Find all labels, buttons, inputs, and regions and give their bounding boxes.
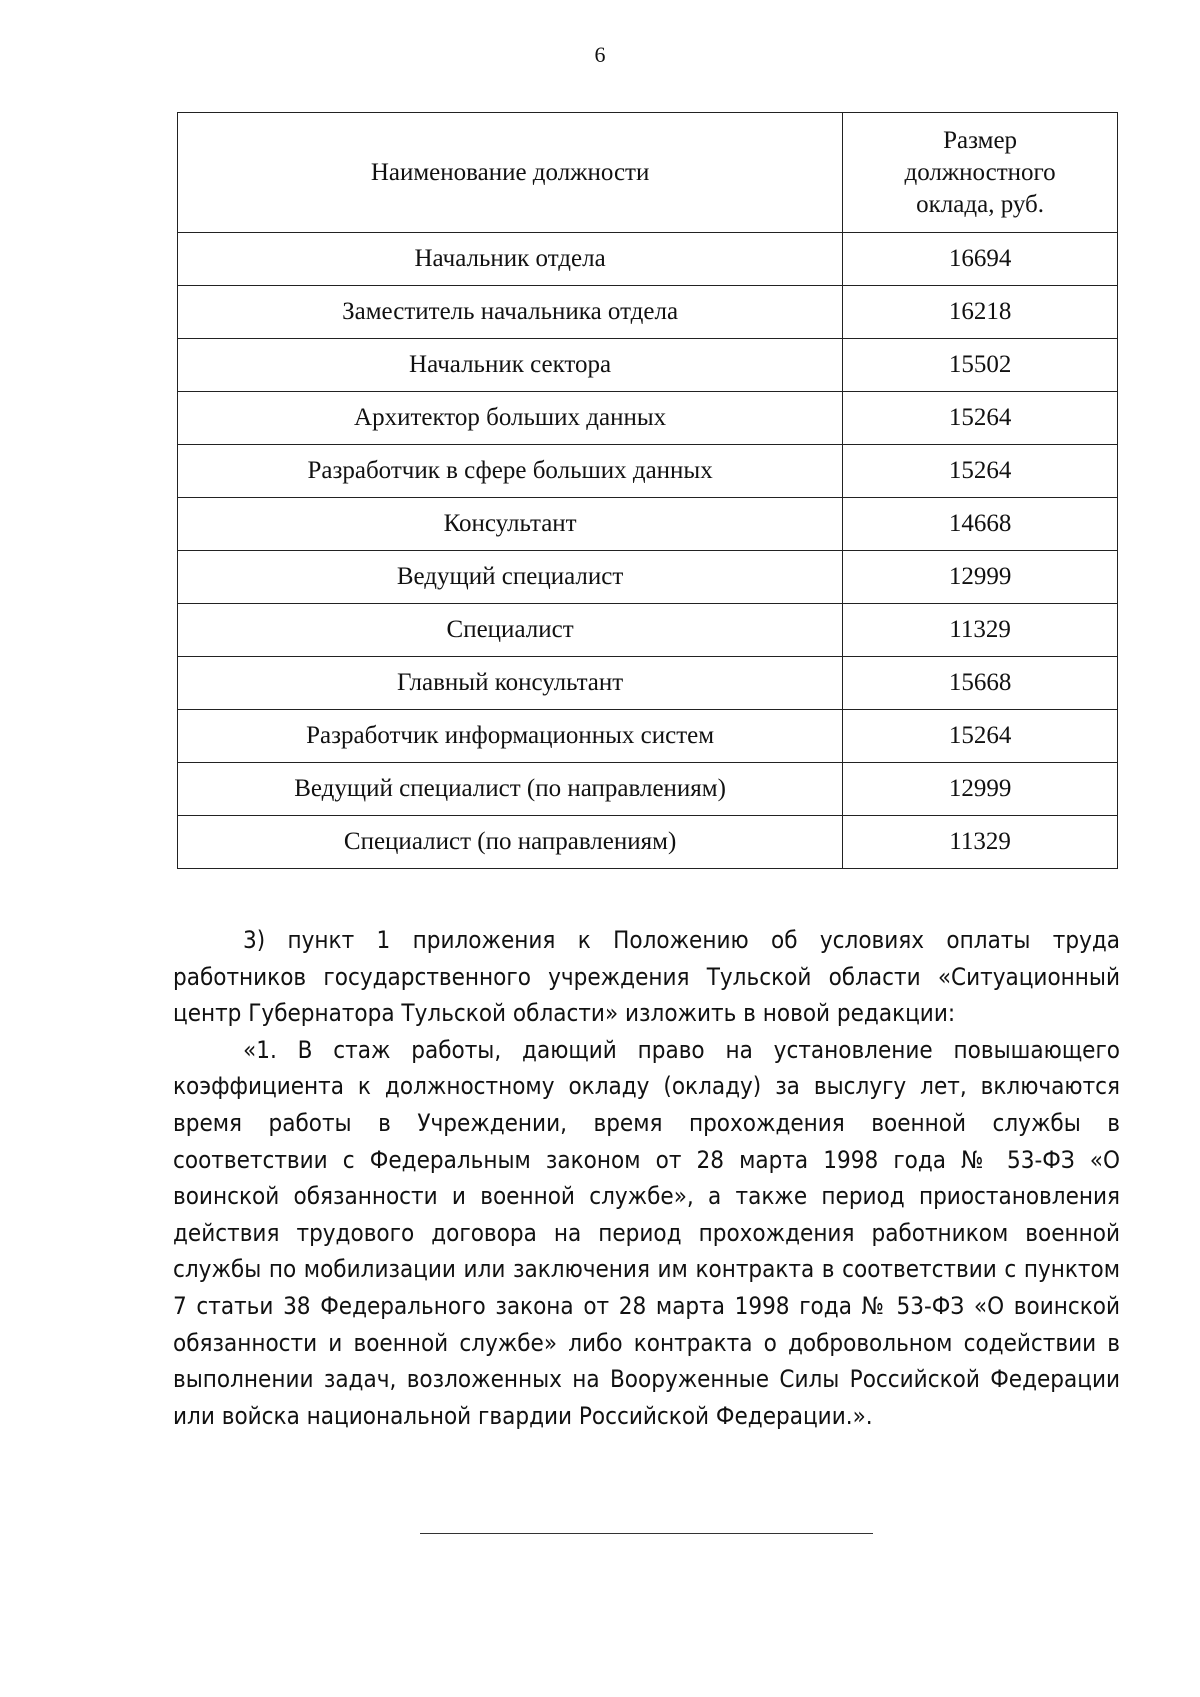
- paragraph-quoted-clause: «1. В стаж работы, дающий право на установление повышающего коэффициента к должностному окладу (окладу) за выслугу лет, включаются время работы в Учреждении, время прохождения военной службы в соответствии с Федеральным законом от 28 марта 1998 года № 53-ФЗ «О воинской обязанности и военной службе», а также период приостановления действия трудового договора на период прохождения работником военной службы по мобилизации или заключения им контракта в соответствии с пунктом 7 статьи 38 Федерального закона от 28 марта 1998 года № 53-ФЗ «О воинской обязанности и военной службе» либо контракта о добровольном содействии в выполнении задач, возложенных на Вооруженные Силы Российской Федерации или войска национальной гвардии Российской Федерации.».: [173, 1035, 1120, 1430]
- position-cell: Начальник сектора: [178, 339, 843, 392]
- page-number: 6: [594, 42, 606, 67]
- table-row: [178, 286, 1118, 339]
- table-row: [178, 392, 1118, 445]
- salary-cell: 12999: [843, 551, 1118, 604]
- table-row: [178, 604, 1118, 657]
- position-cell: Специалист (по направлениям): [178, 816, 843, 869]
- salary-cell: 12999: [843, 763, 1118, 816]
- table-row: [178, 763, 1118, 816]
- table-row: [178, 816, 1118, 869]
- position-cell: Консультант: [178, 498, 843, 551]
- end-divider: [420, 1533, 873, 1534]
- salary-cell: 16218: [843, 286, 1118, 339]
- table-row: [178, 498, 1118, 551]
- position-cell: Архитектор больших данных: [178, 392, 843, 445]
- salary-cell: 15264: [843, 392, 1118, 445]
- position-cell: Заместитель начальника отдела: [178, 286, 843, 339]
- salary-cell: 15668: [843, 657, 1118, 710]
- paragraph-amendment: 3) пункт 1 приложения к Положению об условиях оплаты труда работников государственного учреждения Тульской области «Ситуационный центр Губернатора Тульской области» изложить в новой редакции:: [173, 926, 1120, 1028]
- table-row: [178, 445, 1118, 498]
- header-salary-line: оклада, руб.: [916, 190, 1045, 218]
- salary-table: [177, 112, 1118, 869]
- table-row: [178, 551, 1118, 604]
- position-cell: Разработчик информационных систем: [178, 710, 843, 763]
- position-cell: Главный консультант: [178, 657, 843, 710]
- salary-cell: 15502: [843, 339, 1118, 392]
- table-row: [178, 657, 1118, 710]
- salary-cell: 11329: [843, 604, 1118, 657]
- position-cell: Начальник отдела: [178, 233, 843, 286]
- position-cell: Специалист: [178, 604, 843, 657]
- header-salary: [843, 113, 1118, 233]
- table-row: [178, 710, 1118, 763]
- salary-cell: 16694: [843, 233, 1118, 286]
- position-cell: Ведущий специалист: [178, 551, 843, 604]
- table-header-row: [178, 113, 1118, 233]
- body-text: [173, 922, 1120, 1434]
- salary-cell: 11329: [843, 816, 1118, 869]
- salary-cell: 15264: [843, 445, 1118, 498]
- position-cell: Разработчик в сфере больших данных: [178, 445, 843, 498]
- header-position: Наименование должности: [178, 113, 843, 233]
- table-row: [178, 233, 1118, 286]
- header-salary-line: Размер: [943, 126, 1018, 154]
- header-salary-line: должностного: [904, 158, 1056, 186]
- salary-cell: 15264: [843, 710, 1118, 763]
- table-row: [178, 339, 1118, 392]
- salary-cell: 14668: [843, 498, 1118, 551]
- position-cell: Ведущий специалист (по направлениям): [178, 763, 843, 816]
